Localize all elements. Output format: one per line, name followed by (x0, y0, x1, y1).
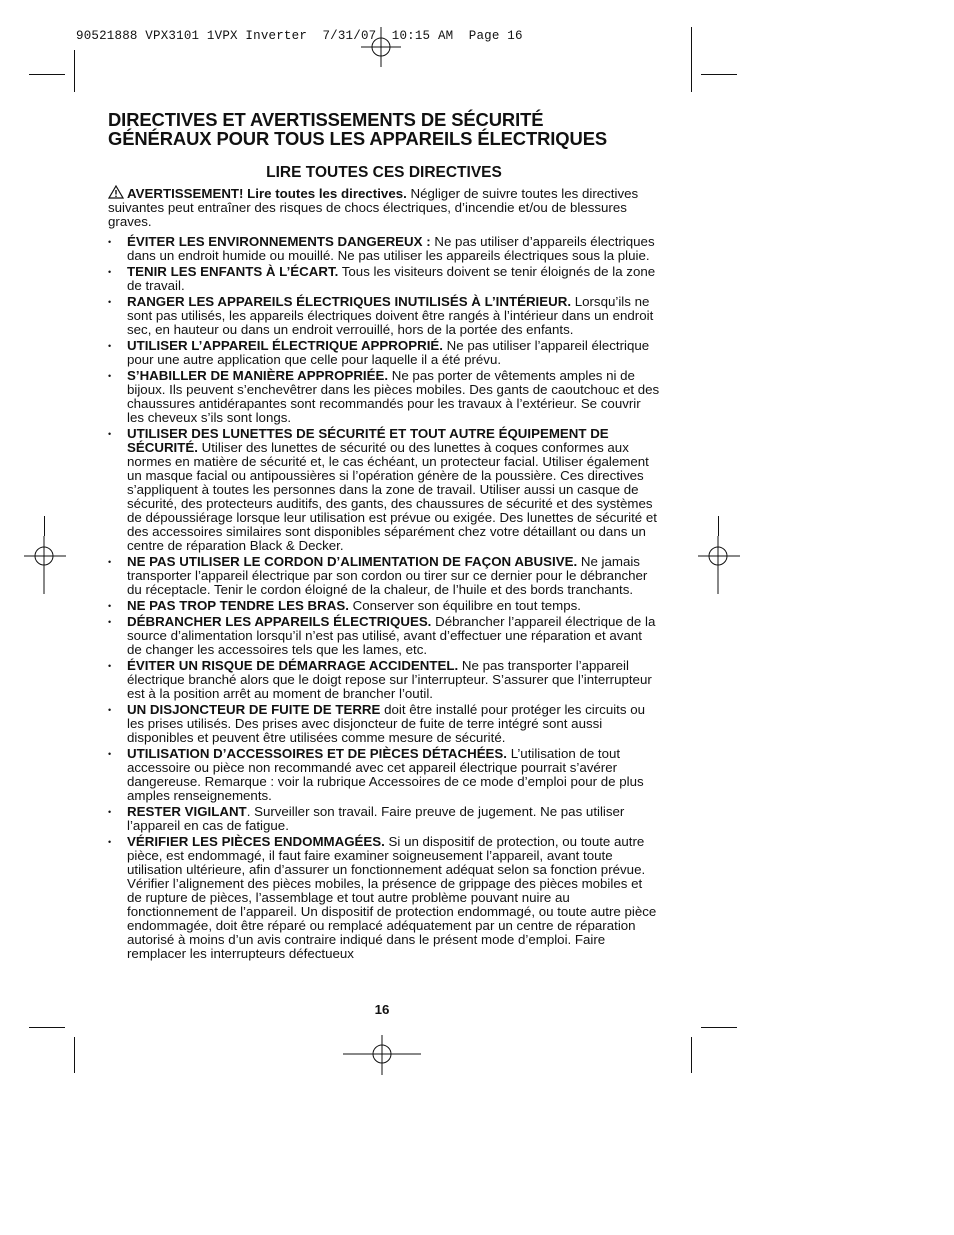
list-item-text: Conserver son équilibre en tout temps. (348, 598, 581, 613)
list-item (108, 615, 660, 657)
crop-mark-top-right-h (701, 74, 737, 75)
title-line-1: DIRECTIVES ET AVERTISSEMENTS DE SÉCURITÉ (108, 109, 544, 130)
registration-mark-right-icon (698, 536, 740, 594)
list-item-heading: DÉBRANCHER LES APPAREILS ÉLECTRIQUES. (127, 614, 432, 629)
list-item-heading: ÉVITER UN RISQUE DE DÉMARRAGE ACCIDENTEL. (127, 658, 459, 673)
list-item (108, 265, 660, 293)
list-item-heading: ÉVITER LES ENVIRONNEMENTS DANGEREUX : (127, 234, 431, 249)
list-item-heading: TENIR LES ENFANTS À L’ÉCART. (127, 264, 339, 279)
list-item-text: Tous les visiteurs doivent se tenir éloignés de la zone de travail. (127, 264, 656, 293)
registration-mark-left-icon (24, 536, 66, 594)
list-item-heading: UTILISATION D’ACCESSOIRES ET DE PIÈCES DÉTACHÉES. (127, 746, 507, 761)
registration-mark-left-stem (44, 516, 45, 536)
crop-mark-bottom-right-h (701, 1027, 737, 1028)
registration-mark-top-icon (361, 27, 401, 67)
title-line-2: GÉNÉRAUX POUR TOUS LES APPAREILS ÉLECTRIQUES (108, 128, 608, 149)
warning-paragraph (108, 185, 660, 229)
list-item-text: Ne jamais transporter l’appareil électrique par son cordon ou tirer sur ce dernier pour le débrancher du réceptacle. Tenir le cordon éloigné de la chaleur, de l’huile et des bords tranchants. (127, 554, 648, 597)
section-subtitle: LIRE TOUTES CES DIRECTIVES (266, 164, 502, 181)
list-item-text: doit être installé pour protéger les circuits ou les prises utilisés. Des prises avec disjoncteur de fuite de terre intégré sont aussi disponibles et peuvent être utilisées comme mesure de sécurité. (127, 702, 646, 745)
list-item-heading: UTILISER L’APPAREIL ÉLECTRIQUE APPROPRIÉ. (127, 338, 443, 353)
list-item-heading: NE PAS TROP TENDRE LES BRAS. (127, 598, 349, 613)
crop-mark-top-left-v (74, 50, 75, 92)
list-item-text: Ne pas transporter l’appareil électrique branché alors que le doigt repose sur l’interrupteur. S’assurer que l’interrupteur est à la position arrêt au moment de brancher l’outil. (127, 658, 652, 701)
list-item-text: Débrancher l’appareil électrique de la source d’alimentation lorsqu’il n’est pas utilisé, avant d’effectuer une réparation et avant de changer les accessoires tels que les lames, etc. (127, 614, 656, 657)
warning-label: AVERTISSEMENT! Lire toutes les directives. (127, 186, 407, 201)
crop-mark-top-left-h (29, 74, 65, 75)
list-item-heading: UN DISJONCTEUR DE FUITE DE TERRE (127, 702, 381, 717)
list-item-heading: RANGER LES APPAREILS ÉLECTRIQUES INUTILISÉS À L’INTÉRIEUR. (127, 294, 572, 309)
list-item (108, 703, 660, 745)
list-item (108, 235, 660, 263)
list-item-heading: UTILISER DES LUNETTES DE SÉCURITÉ ET TOUT AUTRE ÉQUIPEMENT DE SÉCURITÉ. (127, 426, 609, 455)
crop-mark-bottom-left-v (74, 1037, 75, 1073)
list-item-heading: S’HABILLER DE MANIÈRE APPROPRIÉE. (127, 368, 389, 383)
list-item-text: Si un dispositif de protection, ou toute autre pièce, est endommagé, il faut faire examiner soigneusement l’appareil, avant toute utilisation ultérieure, afin d’assurer un fonctionnement adéquat selon sa fonction prévue. Vérifier l’alignement des pièces mobiles, la présence de grippage des pièces mobiles et de rupture de pièces, l’assemblage et tout autre problème pouvant nuire au fonctionnement de l’appareil. Un dispositif de protection endommagé, ou toute autre pièce endommagée, doit être réparé ou remplacé adéquatement par un centre de réparation autorisé à moins d’un avis contraire indiqué dans le présent mode d’emploi. Faire remplacer les interrupteurs défectueux (127, 834, 657, 961)
list-item (108, 599, 660, 613)
list-item-text: Utiliser des lunettes de sécurité ou des lunettes à coques conformes aux normes en matière de sécurité et, le cas échéant, un protecteur facial. Utiliser également un masque facial ou antipoussières si l’opération génère de la poussière. Ces directives s’appliquent à toutes les personnes dans la zone de travail. Utiliser aussi un casque de sécurité, des protecteurs auditifs, des gants, des chaussures de sécurité et des systèmes de dépoussiérage lorsque leur utilisation est prévue ou exigée. Des lunettes de sécurité et des accessoires similaires sont disponibles séparément chez votre détaillant ou dans un centre de réparation Black & Decker. (127, 440, 657, 553)
print-slug: 90521888 VPX3101 1VPX Inverter 7/31/07 10:15 AM Page 16 (76, 29, 523, 43)
list-item (108, 659, 660, 701)
warning-text: Négliger de suivre toutes les directives suivantes peut entraîner des risques de chocs électriques, d’incendie et/ou de blessures graves. (108, 186, 639, 229)
registration-mark-bottom-icon (343, 1035, 421, 1075)
list-item (108, 835, 660, 961)
list-item (108, 555, 660, 597)
list-item-text: Ne pas porter de vêtements amples ni de bijoux. Ils peuvent s’enchevêtrer dans les pièces mobiles. Des gants de caoutchouc et des chaussures antidérapantes sont recommandés pour les travaux à l’extérieur. Se couvrir les cheveux s’ils sont longs. (127, 368, 660, 425)
list-item-text: L’utilisation de tout accessoire ou pièce non recommandé avec cet appareil électrique pourrait s’avérer dangereuse. Remarque : voir la rubrique Accessoires de ce mode d’emploi pour de plus amples renseignements. (127, 746, 644, 803)
list-item-text: Ne pas utiliser l’appareil électrique pour une autre application que celle pour laquelle il a été prévu. (127, 338, 650, 367)
list-item-heading: NE PAS UTILISER LE CORDON D’ALIMENTATION DE FAÇON ABUSIVE. (127, 554, 578, 569)
crop-mark-bottom-left-h (29, 1027, 65, 1028)
page-title (108, 110, 660, 148)
list-item (108, 427, 660, 553)
list-item (108, 339, 660, 367)
registration-mark-right-stem (718, 516, 719, 536)
warning-triangle-icon (108, 185, 124, 199)
list-item-text: . Surveiller son travail. Faire preuve de jugement. Ne pas utiliser l’appareil en cas de fatigue. (127, 804, 625, 833)
list-item (108, 747, 660, 803)
list-item (108, 295, 660, 337)
list-item-text: Lorsqu’ils ne sont pas utilisés, les appareils électriques doivent être rangés à l’intérieur dans un endroit sec, en hauteur ou dans un endroit verrouillé, hors de la portée des enfants. (127, 294, 654, 337)
crop-mark-top-right-v (691, 27, 692, 92)
page-number: 16 (374, 1002, 390, 1017)
list-item (108, 369, 660, 425)
page-content (108, 110, 660, 963)
list-item-heading: VÉRIFIER LES PIÈCES ENDOMMAGÉES. (127, 834, 385, 849)
crop-mark-bottom-right-v (691, 1037, 692, 1073)
safety-list (108, 235, 660, 961)
list-item-text: Ne pas utiliser d’appareils électriques dans un endroit humide ou mouillé. Ne pas utiliser les appareils électriques sous la pluie. (127, 234, 655, 263)
list-item-heading: RESTER VIGILANT (127, 804, 247, 819)
list-item (108, 805, 660, 833)
